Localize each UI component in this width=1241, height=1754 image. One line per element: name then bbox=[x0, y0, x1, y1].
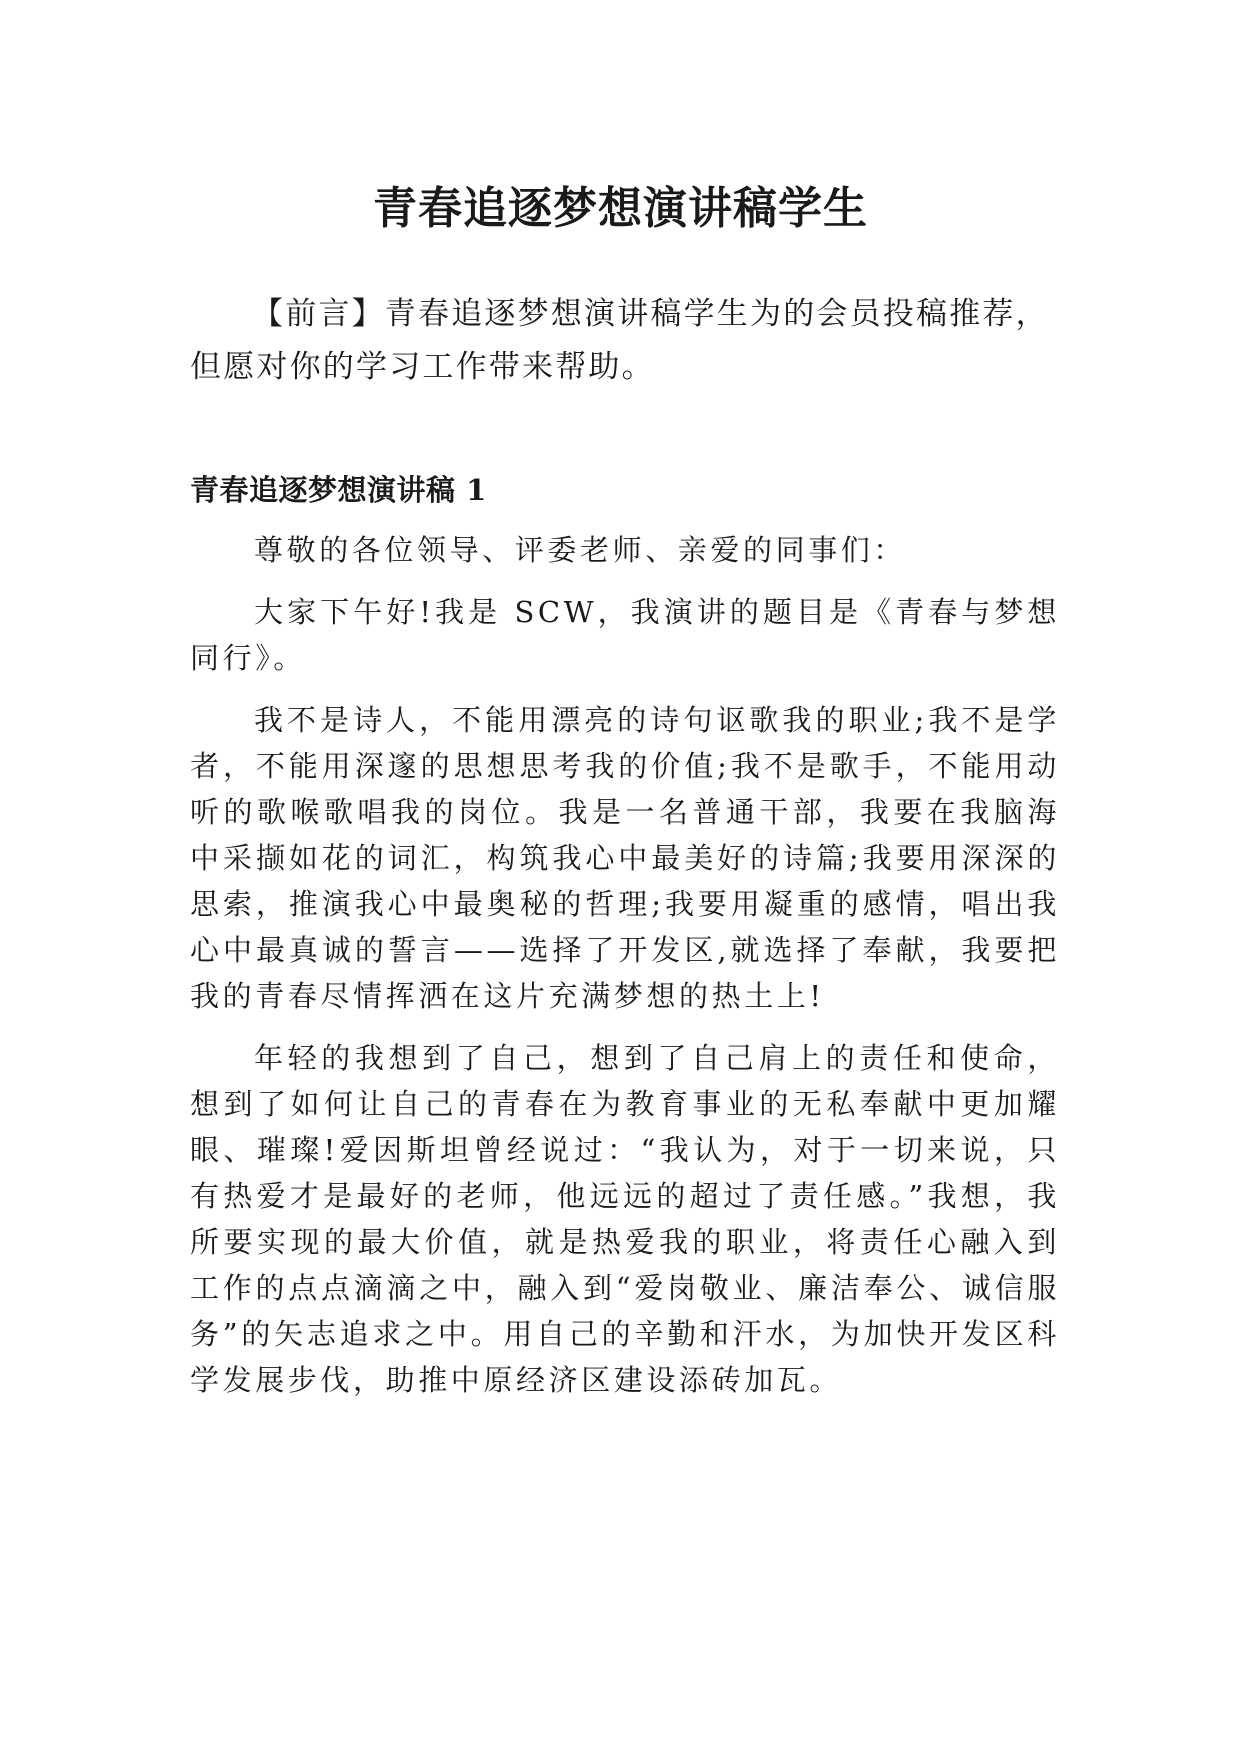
introduction-paragraph: 大家下午好!我是 SCW，我演讲的题目是《青春与梦想同行》。 bbox=[190, 595, 1060, 675]
greeting-paragraph: 尊敬的各位领导、评委老师、亲爱的同事们： bbox=[254, 533, 907, 567]
speech-body bbox=[190, 527, 1060, 1419]
body-paragraph: 我不是诗人，不能用漂亮的诗句讴歌我的职业;我不是学者，不能用深邃的思想思考我的价值;我不是歌手，不能用动听的歌喉歌唱我的岗位。我是一名普通干部，我要在我脑海中采撷如花的词汇，构筑我心中最美好的诗篇;我要用深深的思索，推演我心中最奥秘的哲理;我要用凝重的感情，唱出我心中最真诚的誓言——选择了开发区,就选择了奉献，我要把我的青春尽情挥洒在这片充满梦想的热土上! bbox=[190, 703, 1060, 1013]
section-heading: 青春追逐梦想演讲稿 1 bbox=[190, 473, 487, 507]
preface-paragraph: 【前言】青春追逐梦想演讲稿学生为的会员投稿推荐，但愿对你的学习工作带来帮助。 bbox=[190, 296, 1049, 385]
body-paragraph: 年轻的我想到了自己，想到了自己肩上的责任和使命，想到了如何让自己的青春在为教育事业的无私奉献中更加耀眼、璀璨!爱因斯坦曾经说过：“我认为，对于一切来说，只有热爱才是最好的老师，他远远的超过了责任感。”我想，我所要实现的最大价值，就是热爱我的职业，将责任心融入到工作的点点滴滴之中，融入到“爱岗敬业、廉洁奉公、诚信服务”的矢志追求之中。用自己的辛勤和汗水，为加快开发区科学发展步伐，助推中原经济区建设添砖加瓦。 bbox=[190, 1041, 1060, 1397]
document-title: 青春追逐梦想演讲稿学生 bbox=[373, 183, 868, 235]
